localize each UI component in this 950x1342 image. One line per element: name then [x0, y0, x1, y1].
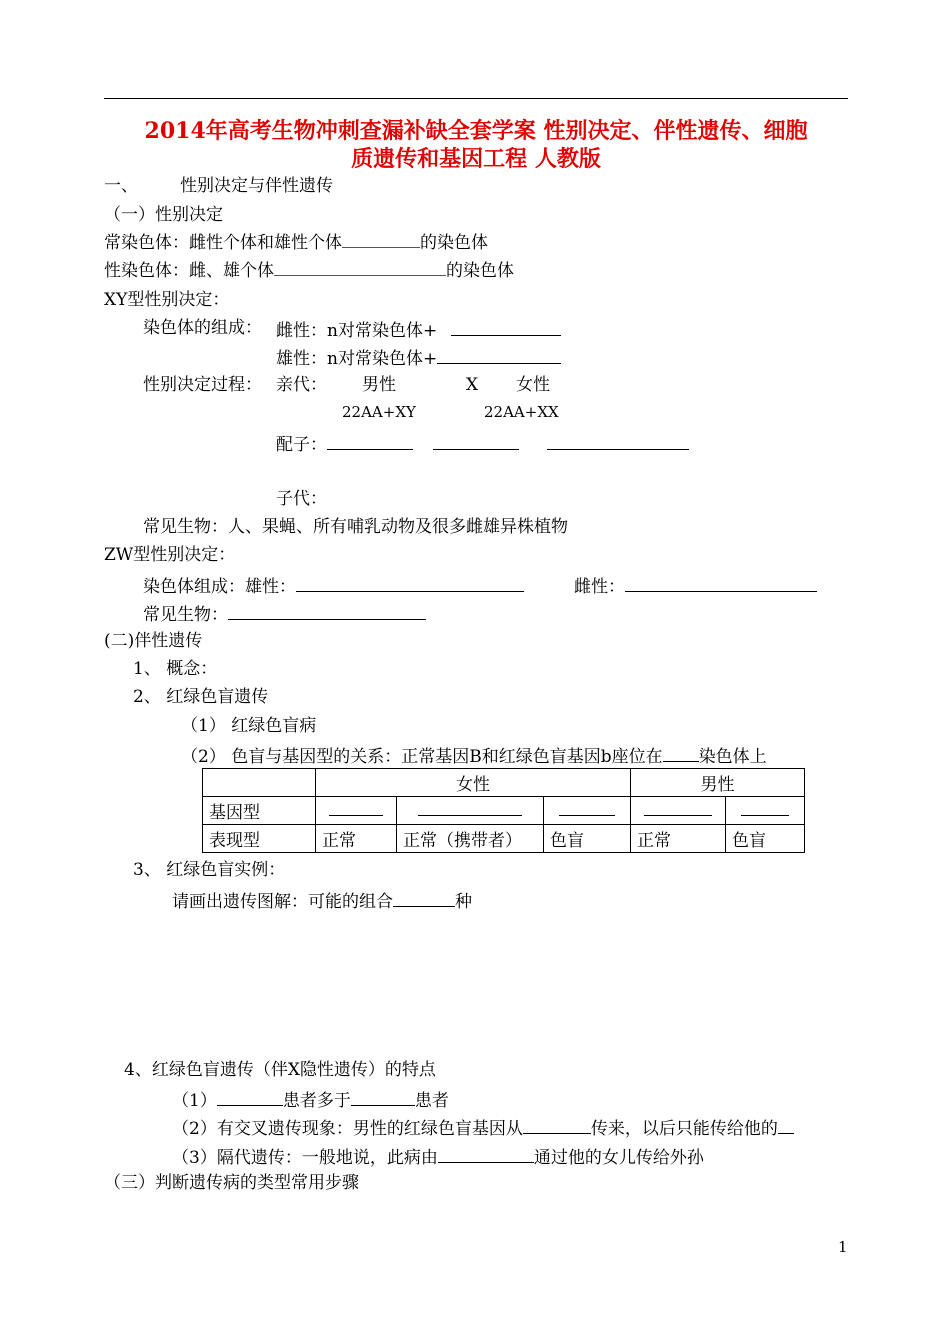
item4-3-line — [172, 1147, 704, 1167]
doc-title-line2: 质遗传和基因工程 人教版 — [351, 146, 601, 172]
autosome-post: 的染色体 — [420, 233, 488, 253]
phenotype-label: 表现型 — [203, 825, 316, 853]
combination-blank[interactable] — [393, 891, 455, 907]
sub3-heading: （三）判断遗传病的类型常用步骤 — [104, 1173, 359, 1193]
item3-text-pre: 请画出遗传图解：可能的组合 — [172, 892, 393, 912]
autosome-blank[interactable] — [342, 235, 420, 248]
female-comp-blank[interactable] — [451, 320, 561, 336]
gamete-line — [276, 434, 689, 454]
xy-heading: XY型性别决定： — [104, 290, 230, 310]
item4-1-blank-1[interactable] — [217, 1090, 283, 1106]
parent-male: 男性 — [362, 375, 396, 395]
gamete-blank-2[interactable] — [433, 434, 519, 450]
genotype-cell-2[interactable] — [397, 797, 544, 825]
item4-features: 4、红绿色盲遗传（伴X隐性遗传）的特点 — [124, 1060, 436, 1080]
item4-2-pre: （2）有交叉遗传现象：男性的红绿色盲基因从 — [172, 1119, 523, 1139]
item4-1-mid: 患者多于 — [282, 1091, 351, 1111]
zw-male-blank[interactable] — [296, 576, 524, 592]
female-comp-line — [276, 320, 561, 340]
genotype-cell-5[interactable] — [726, 797, 805, 825]
gamete-blank-3[interactable] — [547, 434, 689, 450]
phenotype-row — [203, 825, 805, 853]
item1-concept: 1、 概念： — [133, 659, 218, 679]
item3-text-post: 种 — [455, 892, 472, 912]
header-rule — [104, 98, 848, 99]
parent-label: 亲代： — [276, 375, 327, 395]
phenotype-cell: 色盲 — [726, 825, 805, 853]
genotype-table — [202, 768, 805, 853]
zw-comp-line — [143, 576, 524, 596]
item4-3-post: 通过他的女儿传给外孙 — [533, 1148, 704, 1168]
doc-title-line1: 2014年高考生物冲刺查漏补缺全套学案 性别决定、伴性遗传、细胞 — [144, 118, 808, 144]
zw-female-label: 雌性： — [574, 577, 625, 597]
zw-female-blank[interactable] — [625, 576, 817, 592]
sub2-heading: (二)伴性遗传 — [104, 631, 203, 651]
zw-common-line — [143, 604, 426, 624]
parent-female: 女性 — [516, 375, 550, 395]
item2-2-blank[interactable] — [663, 746, 699, 762]
gamete-blank-1[interactable] — [327, 434, 413, 450]
zw-female-line — [574, 576, 817, 596]
genotype-row — [203, 797, 805, 825]
male-comp-text: 雄性：n对常染色体+ — [276, 349, 438, 369]
item4-2-post: 传来，以后只能传给他的 — [590, 1119, 778, 1139]
item2-colorblind: 2、 红绿色盲遗传 — [133, 687, 269, 707]
table-header-row — [203, 769, 805, 797]
phenotype-cell: 正常 — [316, 825, 397, 853]
item3-text-line — [172, 891, 472, 911]
page-number: 1 — [838, 1238, 848, 1256]
genotype-cell-4[interactable] — [631, 797, 726, 825]
sexchrom-line — [104, 263, 514, 280]
item4-2-blank-2[interactable] — [778, 1118, 794, 1134]
sub1-heading: （一）性别决定 — [104, 205, 223, 225]
genotype-cell-1[interactable] — [316, 797, 397, 825]
item3-example: 3、 红绿色盲实例： — [133, 860, 286, 880]
phenotype-cell: 正常（携带者） — [397, 825, 544, 853]
section1-number: 一、 — [104, 176, 138, 196]
sexchrom-pre: 性染色体：雌、雄个体 — [104, 261, 274, 281]
item2-2-line — [181, 746, 767, 766]
autosome-pre: 常染色体：雌性个体和雄性个体 — [104, 233, 342, 253]
cross-symbol: X — [466, 375, 479, 395]
item4-1-post: 患者 — [414, 1091, 449, 1111]
sexchrom-post: 的染色体 — [446, 261, 514, 281]
section1-label: 性别决定与伴性遗传 — [180, 176, 333, 196]
female-comp-text: 雌性：n对常染色体+ — [276, 321, 438, 341]
item4-3-pre: （3）隔代遗传：一般地说，此病由 — [172, 1148, 438, 1168]
item4-1-pre: （1） — [172, 1091, 217, 1111]
item4-3-blank[interactable] — [438, 1147, 534, 1163]
item4-1-blank-2[interactable] — [351, 1090, 415, 1106]
table-corner — [203, 769, 316, 797]
item4-2-line — [172, 1118, 794, 1138]
phenotype-cell: 色盲 — [544, 825, 631, 853]
comp-label: 染色体的组成： — [143, 318, 262, 338]
item2-2-post: 染色体上 — [698, 747, 767, 767]
phenotype-cell: 正常 — [631, 825, 726, 853]
process-label: 性别决定过程： — [143, 375, 262, 395]
common-xy: 常见生物：人、果蝇、所有哺乳动物及很多雌雄异株植物 — [143, 517, 568, 537]
male-comp-blank[interactable] — [437, 348, 561, 364]
item2-2-pre: （2） 色盲与基因型的关系：正常基因B和红绿色盲基因b座位在 — [181, 747, 663, 767]
item4-1-line — [172, 1090, 449, 1110]
zw-common-blank[interactable] — [228, 604, 426, 620]
male-genotype: 22AA+XY — [342, 403, 416, 421]
male-header: 男性 — [631, 769, 805, 797]
offspring-label: 子代： — [276, 489, 327, 509]
genotype-cell-3[interactable] — [544, 797, 631, 825]
zw-heading: ZW型性别决定： — [104, 545, 236, 565]
sexchrom-blank[interactable] — [274, 263, 446, 276]
genotype-label: 基因型 — [203, 797, 316, 825]
autosome-line — [104, 235, 488, 252]
gamete-label: 配子： — [276, 435, 327, 455]
zw-comp-label: 染色体组成：雄性： — [143, 577, 296, 597]
female-genotype: 22AA+XX — [484, 403, 559, 421]
female-header: 女性 — [316, 769, 631, 797]
item2-1: （1） 红绿色盲病 — [181, 716, 317, 736]
male-comp-line — [276, 348, 561, 368]
item4-2-blank-1[interactable] — [523, 1118, 591, 1134]
zw-common-label: 常见生物： — [143, 605, 228, 625]
